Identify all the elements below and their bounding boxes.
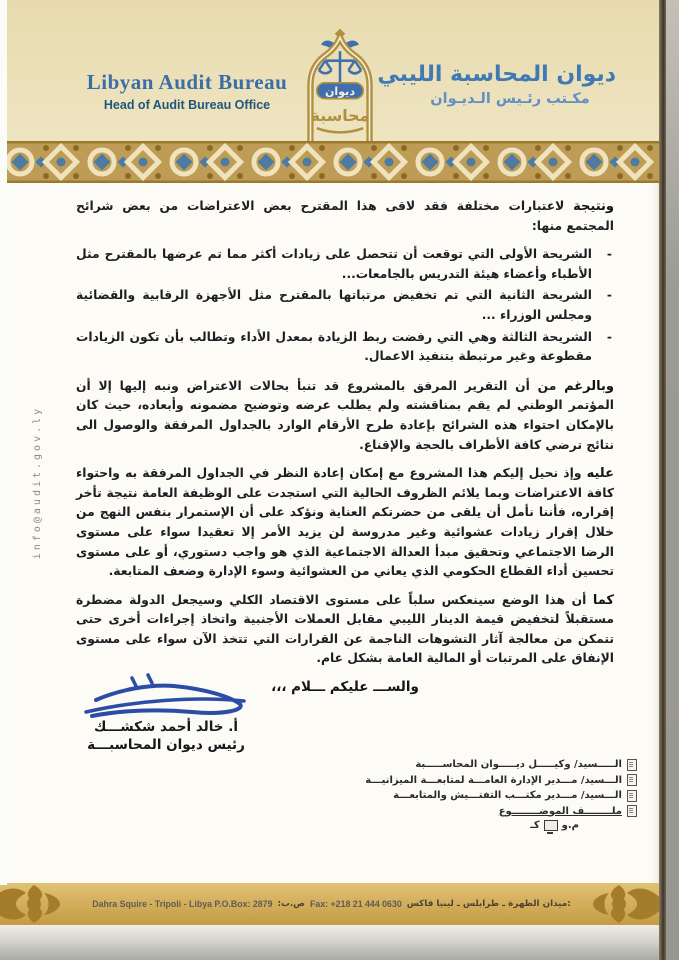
document-icon: [627, 790, 637, 802]
office-subtitle-arabic: مكـتب رئـيس الـديـوان: [430, 91, 590, 107]
logo-text-muhasaba: محاسبة: [310, 105, 370, 125]
bureau-title-arabic: ديوان المحاسبة الليبي: [377, 62, 616, 87]
fax-number: Fax: +218 21 444 0630: [310, 899, 402, 909]
list-item: - الشريحة الثالثة وهي التي رفضت ربط الزيادة بمعدل الأداء وتطالب بأن تكون الزيادات مقطوعة وغير مرتبطة بتنفيذ الاعمال.: [76, 328, 614, 367]
pobox-arabic: :ص.ب: [277, 899, 306, 909]
list-item: - الشريحة الأولى التي توقعت أن تتحصل على زيادات أكثر مما تم عرضها بالمقترح مثل الأطباء وأعضاء هيئة التدريس بالجامعات...: [76, 245, 614, 284]
paragraph-referral: عليه وإذ نحيل إليكم هذا المشروع مع إمكان إعادة النظر في الجداول المرفقة به واحتواء كافة الاعتراضات وبما يلائم الظروف الحالية التي استجدت على الوظيفة العامة نتيجة تأخر إقراره، فأننا نأمل أن يلقى من حضرتكم العناية ونؤكد على أن الإستمرار بنفس النهج من خلال إقرار زيادات عشوائية وغير مدروسة لن يزيد الأمر إلا تعقيدا سواء على مستوى الرضا الاجتماعي وتحقيق مبدأ العدالة الاجتماعية الذي هو واجب دستوري، أو على مستوى تحسين أداء القطاع الحكومي الذي يعاني من العشوائية وسوء الإدارة وضعف المتابعة.: [76, 466, 614, 579]
office-subtitle-english: Head of Audit Bureau Office: [103, 98, 271, 112]
document-icon: [627, 774, 637, 786]
document-icon: [627, 805, 637, 817]
address-arabic: ميدان الظهرة ـ طرابلس ـ ليبيا فاكس:: [406, 899, 571, 909]
cc-row: ملــــــــف الموضــــــــوع: [357, 804, 637, 820]
arabesque-border: [0, 141, 663, 183]
footer-band: [0, 883, 663, 925]
lead-word: عليه: [586, 466, 614, 482]
dash-bullet: -: [606, 329, 612, 344]
pen-mark: كـ: [530, 820, 540, 831]
distribution-list: [357, 757, 637, 831]
paragraph-intro: ونتيجة لاعتبارات مختلفة فقد لاقى هذا المقترح بعض الاعتراضات من بعض شرائح المجتمع منها:: [76, 199, 614, 233]
lead-word: ونتيجة: [573, 199, 614, 214]
objections-list: [76, 245, 614, 367]
document-icon: [627, 759, 637, 771]
closing-salutation: والســـ عليكم ـــلام ،،،: [271, 679, 419, 696]
cc-row: الـــــسيد/ وكيـــــل ديـــــوان المحاســـــبة: [357, 757, 637, 773]
paragraph-report: وبالرغم من أن التقرير المرفق بالمشروع قد تنبأ بحالات الاعتراض ونبه إليها إلا أن المؤتمر الوطني لم يقم بمناقشته ولم يطلب عرضه وتوضيح مضمونه وأبعاده، حيث كان بالإمكان احتواء هذه الشرائح بإعادة طرح الأرقام الوارد بالجداول المرفقة والوصول الى نتائج ترضي كافة الأطراف بالحجة والإقناع.: [76, 378, 614, 452]
signer-name: أ. خالد أحمد شكشـــك: [93, 719, 238, 735]
letterhead: [0, 0, 663, 141]
email-vertical-text: info@audit.gov.ly: [32, 405, 43, 560]
signature-block: [62, 670, 270, 754]
logo-text-diwan: ديوان: [324, 84, 356, 98]
scan-right-margin: [666, 0, 679, 960]
list-item: - الشريحة الثانية التي تم تخفيض مرتباتها بالمقترح مثل الأجهزة الرقابية والقضائية ومجلس الوزراء ...: [76, 286, 614, 325]
computer-icon: [544, 820, 558, 831]
bureau-title-english: Libyan Audit Bureau: [86, 70, 288, 94]
dash-bullet: -: [606, 247, 612, 262]
cc-row: الـــسيد/ مـــدير مكتـــب التفتـــيش والمتابعـــة: [357, 788, 637, 804]
typist-initials: كـ م.و: [530, 820, 579, 831]
page-bottom-edge: [0, 925, 663, 960]
lead-word: وبالرغم: [564, 378, 614, 394]
letter-body: [76, 197, 614, 698]
letterhead-arabic: [377, 62, 616, 107]
footer-address: [0, 883, 663, 925]
signature-scribble: [74, 670, 259, 722]
paragraph-economy: كما أن هذا الوضع سينعكس سلباً على مستوى الاقتصاد الكلي وسيجعل الدولة مضطرة مستقبلاً لتخفيض قيمة الدينار الليبي مقابل العملات الأجنبية واتخاذ إجراءات أخرى حتى تتمكن من معالجة آثار التشوهات الناجمة عن القرارات التي تتخذ الآن سواء على مستوى الإنفاق على المرتبات أو المالية العامة بشكل عام.: [76, 592, 614, 666]
cc-row: الـــسيد/ مـــدير الإدارة العامـــة لمتابعـــة الميزانيـــة: [357, 773, 637, 789]
address-english: Dahra Squire - Tripoli - Libya P.O.Box: 2879: [92, 899, 273, 909]
letterhead-english: [86, 70, 288, 112]
scan-left-margin: [0, 0, 7, 885]
signer-title: رئيس ديوان المحاسبـــة: [87, 737, 245, 753]
dash-bullet: -: [606, 288, 612, 303]
lead-word: كما: [592, 592, 614, 608]
scan-right-shadow: [659, 0, 666, 960]
